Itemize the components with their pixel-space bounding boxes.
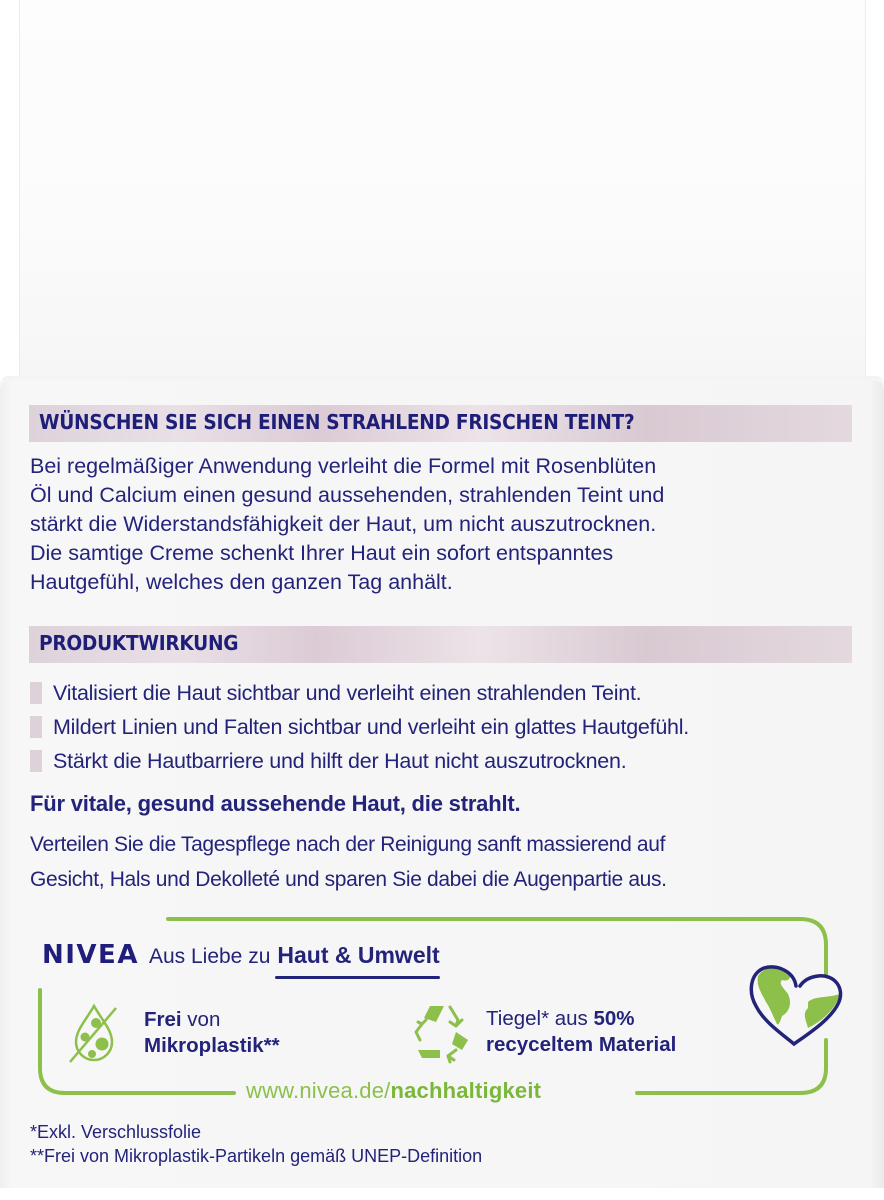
feature-recycled-text: Tiegel* aus 50% recyceltem Material bbox=[486, 1007, 677, 1056]
section-title-teint: WÜNSCHEN SIE SICH EINEN STRAHLEND FRISCHEN TEINT? bbox=[39, 410, 635, 434]
feature-recycled bbox=[410, 1000, 676, 1064]
eco-header bbox=[42, 940, 440, 970]
feature-microplastic bbox=[66, 1000, 280, 1066]
usage-line: Gesicht, Hals und Dekolleté und sparen Sie dabei die Augenpartie aus. bbox=[30, 868, 667, 891]
earth-heart-icon bbox=[748, 958, 846, 1048]
recycle-icon bbox=[410, 1000, 474, 1064]
footnote: *Exkl. Verschlussfolie bbox=[30, 1122, 202, 1142]
microplastic-free-icon bbox=[66, 1000, 122, 1066]
body-line: Öl und Calcium einen gesund aussehenden, strahlenden Teint und bbox=[30, 483, 665, 507]
body-line: Bei regelmäßiger Anwendung verleiht die Formel mit Rosenblüten bbox=[30, 454, 657, 478]
footnote: **Frei von Mikroplastik-Partikeln gemäß UNEP-Definition bbox=[30, 1146, 483, 1166]
body-line: Hautgefühl, welches den ganzen Tag anhält. bbox=[30, 570, 453, 594]
sustainability-link[interactable]: www.nivea.de/nachhaltigkeit bbox=[246, 1078, 542, 1103]
eco-tagline-bold: Haut & Umwelt bbox=[277, 942, 439, 969]
benefit-item: Stärkt die Hautbarriere und hilft der Haut nicht auszutrocknen. bbox=[30, 744, 870, 778]
benefit-item: Mildert Linien und Falten sichtbar und verleiht ein glattes Hautgefühl. bbox=[30, 710, 870, 744]
feature-microplastic-text: Frei von Mikroplastik** bbox=[144, 1008, 280, 1057]
footnotes bbox=[30, 1120, 482, 1168]
usage-headline: Für vitale, gesund aussehende Haut, die strahlt. bbox=[30, 791, 521, 816]
nivea-logo: NIVEA bbox=[42, 940, 139, 970]
body-line: stärkt die Widerstandsfähigkeit der Haut, um nicht auszutrocknen. bbox=[30, 512, 657, 536]
tagline-underline bbox=[275, 976, 439, 979]
usage-line: Verteilen Sie die Tagespflege nach der Reinigung sanft massierend auf bbox=[30, 833, 666, 856]
section-title-produktwirkung: PRODUKTWIRKUNG bbox=[39, 631, 239, 655]
body-line: Die samtige Creme schenkt Ihrer Haut ein sofort entspanntes bbox=[30, 541, 614, 565]
benefit-item: Vitalisiert die Haut sichtbar und verleiht einen strahlenden Teint. bbox=[30, 676, 870, 710]
eco-tagline-light: Aus Liebe zu bbox=[148, 945, 271, 968]
